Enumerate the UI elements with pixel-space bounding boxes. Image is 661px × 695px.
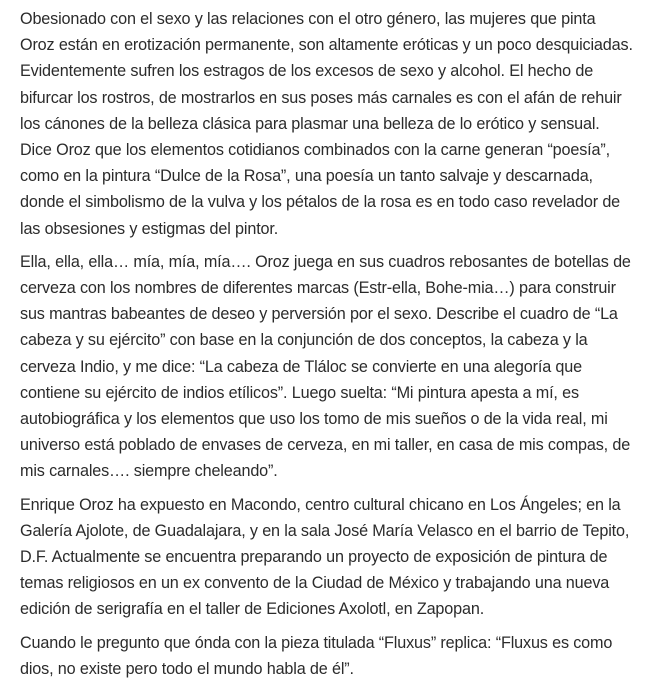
text-line: universo está poblado de envases de cerveza, en mi taller, en casa de mis compas, de <box>20 436 631 455</box>
text-line: cerveza Indio, y me dice: “La cabeza de Tláloc se convierte en una alegoría que <box>20 357 582 376</box>
paragraph-2 <box>20 249 656 485</box>
text-line: mis carnales…. siempre cheleando”. <box>20 462 278 481</box>
text-line: Oroz están en erotización permanente, son altamente eróticas y un poco desquiciadas. <box>20 36 633 55</box>
text-line: cerveza con los nombres de diferentes marcas (Estr-ella, Bohe-mia…) para construir <box>20 279 616 298</box>
text-line: Obesionado con el sexo y las relaciones con el otro género, las mujeres que pinta <box>20 10 596 28</box>
text-line: los cánones de la belleza clásica para plasmar una belleza de lo erótico y sensual. <box>20 114 600 133</box>
paragraph-3 <box>20 492 656 623</box>
text-line: D.F. Actualmente se encuentra preparando un proyecto de exposición de pintura de <box>20 548 608 567</box>
paragraph-1 <box>20 6 656 242</box>
text-line: autobiográfica y los elementos que uso los tomo de mis sueños o de la vida real, mi <box>20 410 608 429</box>
text-line: las obsesiones y estigmas del pintor. <box>20 219 279 238</box>
text-line: sus mantras babeantes de deseo y perversión por el sexo. Describe el cuadro de “La <box>20 305 618 324</box>
text-line: Enrique Oroz ha expuesto en Macondo, centro cultural chicano en Los Ángeles; en la <box>20 495 621 514</box>
text-line: como en la pintura “Dulce de la Rosa”, una poesía un tanto salvaje y descarnada, <box>20 167 593 186</box>
text-line: donde el simbolismo de la vulva y los pétalos de la rosa es en todo caso revelador de <box>20 193 621 212</box>
text-line: contiene su ejército de indios etílicos”. Luego suelta: “Mi pintura apesta a mí, es <box>20 383 579 402</box>
text-line: dios, no existe pero todo el mundo habla de él”. <box>20 659 354 678</box>
text-line: Galería Ajolote, de Guadalajara, y en la sala José María Velasco en el barrio de Tepito, <box>20 521 630 540</box>
text-line: Dice Oroz que los elementos cotidianos combinados con la carne generan “poesía”, <box>20 141 610 160</box>
text-line: bifurcar los rostros, de mostrarlos en sus poses más carnales es con el afán de rehuir <box>20 88 622 107</box>
text-line: edición de serigrafía en el taller de Ediciones Axolotl, en Zapopan. <box>20 600 485 619</box>
article-body <box>20 6 656 689</box>
text-line: cabeza y su ejército” con base en la conjunción de dos conceptos, la cabeza y la <box>20 331 588 350</box>
text-line: Ella, ella, ella… mía, mía, mía…. Oroz juega en sus cuadros rebosantes de botellas de <box>20 252 631 271</box>
text-line: Evidentemente sufren los estragos de los excesos de sexo y alcohol. El hecho de <box>20 62 594 81</box>
paragraph-4 <box>20 630 656 682</box>
text-line: temas religiosos en un ex convento de la Ciudad de México y trabajando una nueva <box>20 574 610 593</box>
text-line: Cuando le pregunto que ónda con la pieza titulada “Fluxus” replica: “Fluxus es como <box>20 633 613 652</box>
